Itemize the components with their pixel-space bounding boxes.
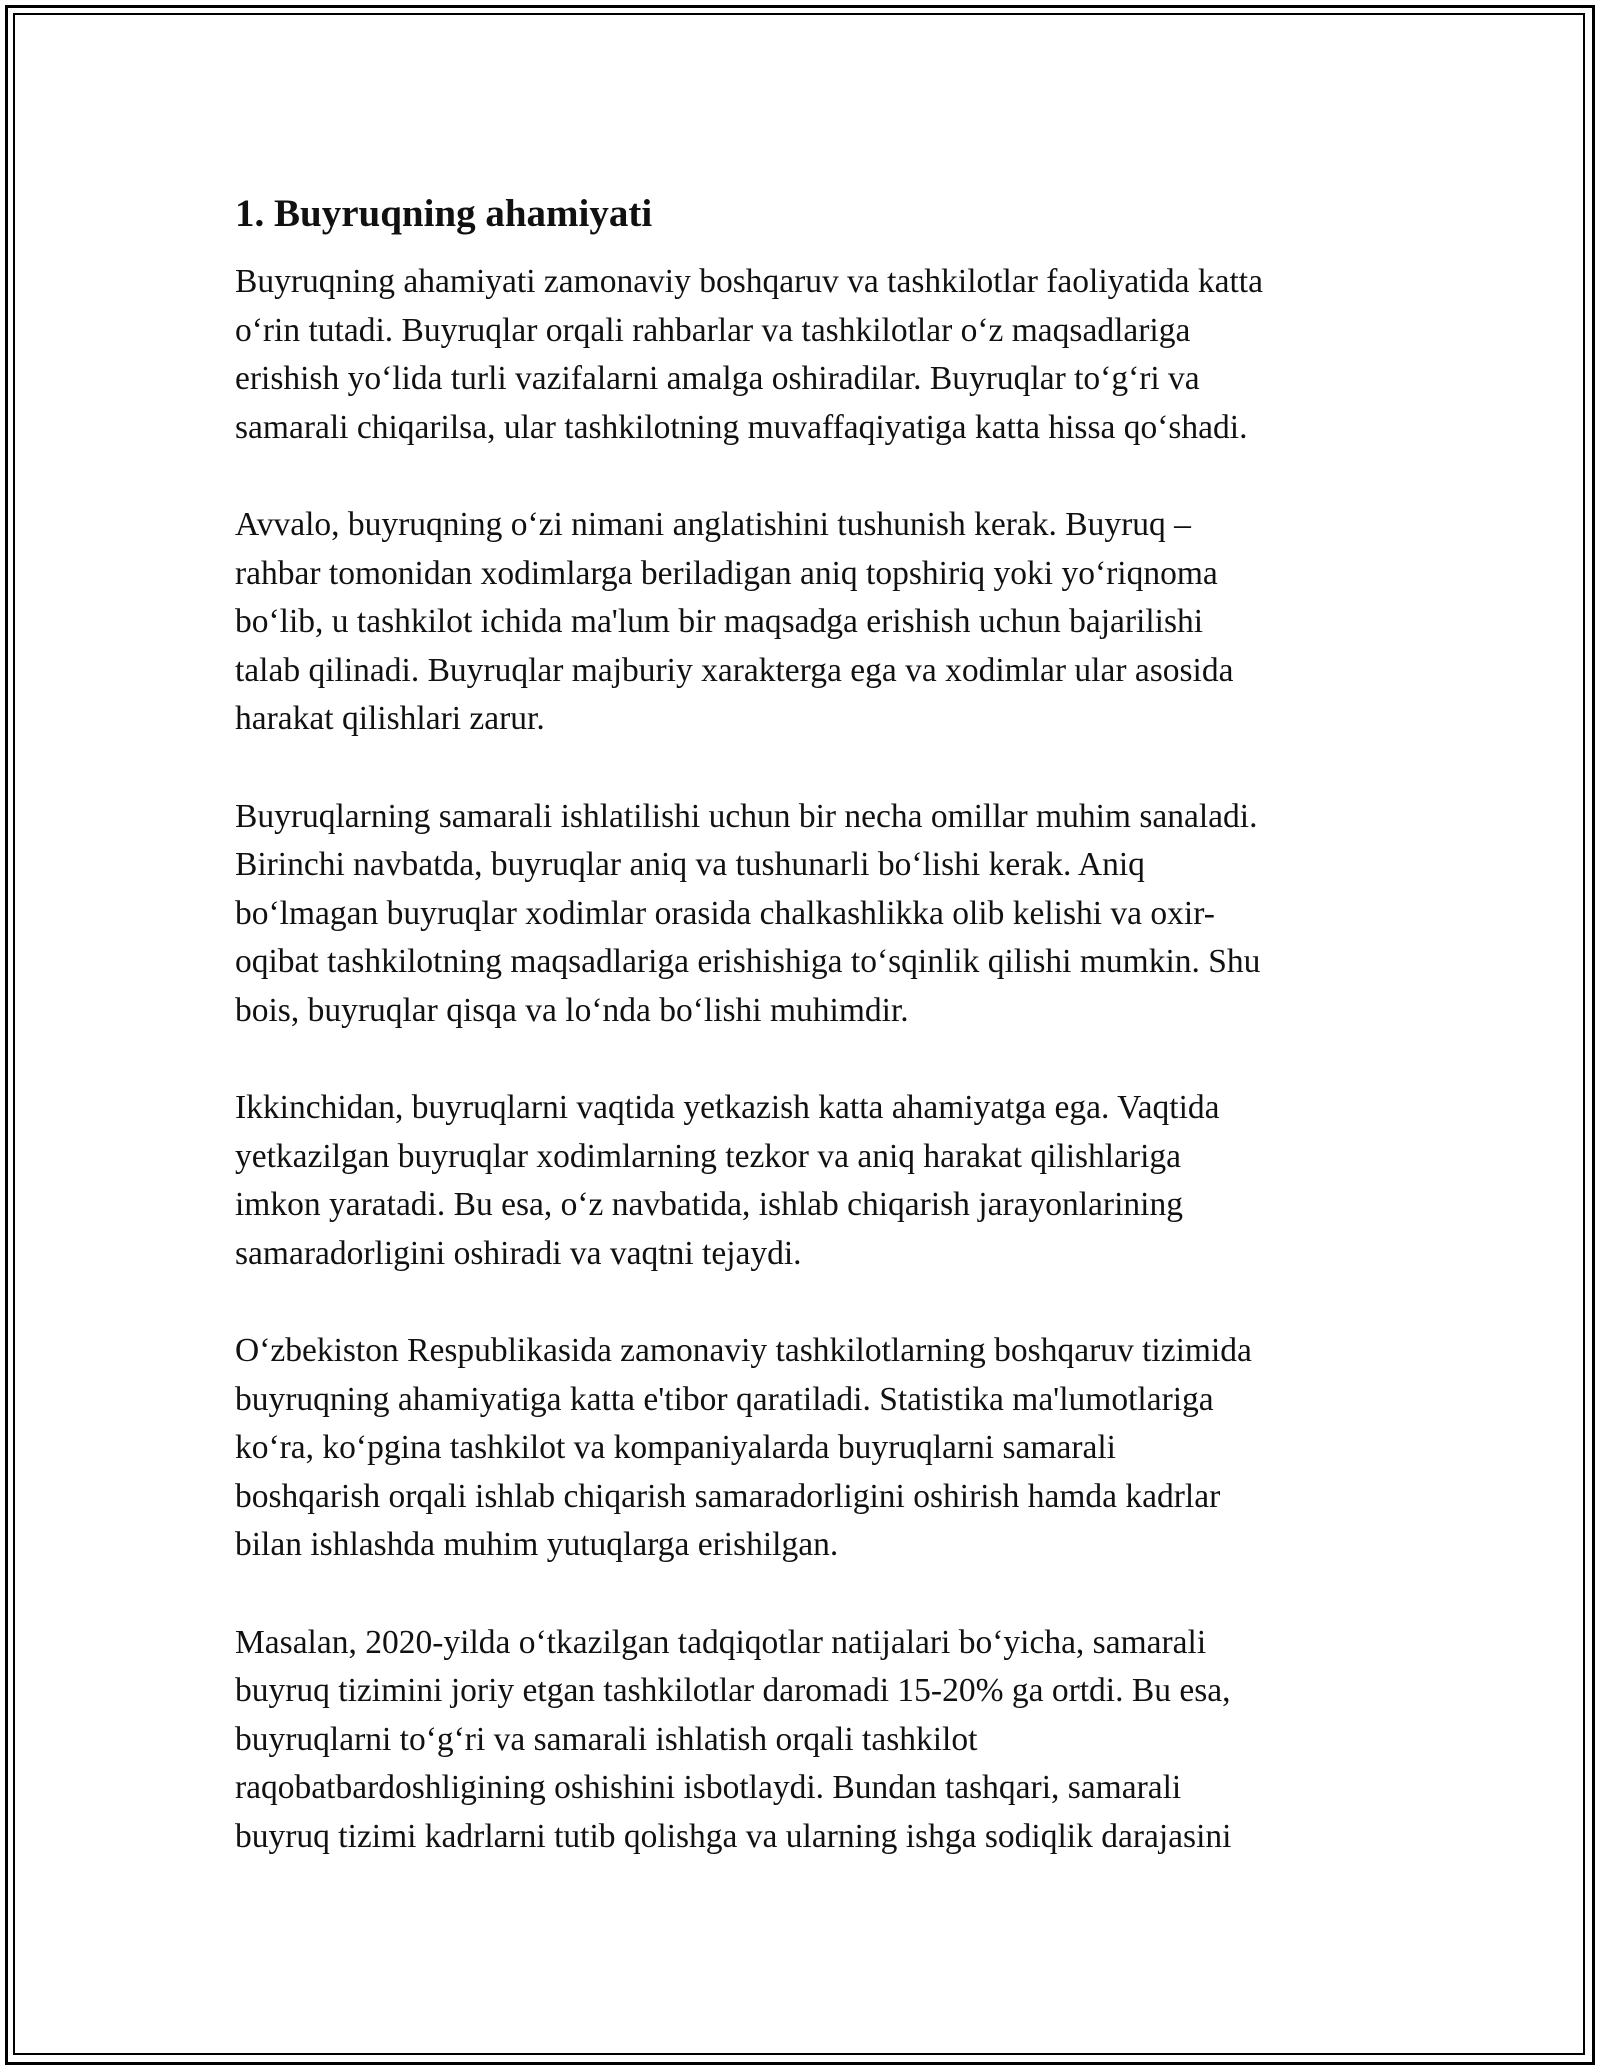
text-line: O‘zbekiston Respublikasida zamonaviy tashkilotlarning boshqaruv tizimida <box>235 1332 1252 1369</box>
paragraph-2 <box>235 501 1375 744</box>
text-line: Masalan, 2020-yilda o‘tkazilgan tadqiqotlar natijalari bo‘yicha, samarali <box>235 1623 1207 1661</box>
text-line: yetkazilgan buyruqlar xodimlarning tezkor va aniq harakat qilishlariga <box>235 1137 1182 1175</box>
text-line: oqibat tashkilotning maqsadlariga erishishiga to‘sqinlik qilishi mumkin. Shu <box>235 943 1261 980</box>
document-body <box>235 180 1375 1910</box>
text-line: raqobatbardoshligining oshishini isbotlaydi. Bundan tashqari, samarali <box>235 1769 1182 1806</box>
paragraph-6 <box>235 1619 1375 1862</box>
text-line: bilan ishlashda muhim yutuqlarga erishilgan. <box>235 1526 839 1563</box>
text-line: Birinchi navbatda, buyruqlar aniq va tushunarli bo‘lishi kerak. Aniq <box>235 846 1145 883</box>
text-line: samarali chiqarilsa, ular tashkilotning muvaffaqiyatiga katta hissa qo‘shadi. <box>235 408 1248 446</box>
text-line: samaradorligini oshiradi va vaqtni tejaydi. <box>235 1234 802 1272</box>
text-line: buyruqlarni to‘g‘ri va samarali ishlatish orqali tashkilot <box>235 1720 978 1758</box>
text-line: boshqarish orqali ishlab chiqarish samaradorligini oshirish hamda kadrlar <box>235 1477 1221 1515</box>
text-line: Buyruqning ahamiyati zamonaviy boshqaruv va tashkilotlar faoliyatida katta <box>235 263 1263 300</box>
text-line: imkon yaratadi. Bu esa, o‘z navbatida, ishlab chiqarish jarayonlarining <box>235 1186 1183 1223</box>
text-line: ko‘ra, ko‘pgina tashkilot va kompaniyalarda buyruqlarni samarali <box>235 1429 1116 1466</box>
text-line: bo‘lmagan buyruqlar xodimlar orasida chalkashlikka olib kelishi va oxir- <box>235 894 1215 932</box>
text-line: talab qilinadi. Buyruqlar majburiy xarakterga ega va xodimlar ular asosida <box>235 651 1234 689</box>
text-line: buyruq tizimini joriy etgan tashkilotlar daromadi 15-20% ga ortdi. Bu esa, <box>235 1672 1231 1709</box>
text-line: o‘rin tutadi. Buyruqlar orqali rahbarlar va tashkilotlar o‘z maqsadlariga <box>235 311 1191 349</box>
section-heading: 1. Buyruqning ahamiyati <box>235 192 653 235</box>
paragraph-5 <box>235 1327 1375 1570</box>
text-line: Buyruqlarning samarali ishlatilishi uchun bir necha omillar muhim sanaladi. <box>235 797 1258 835</box>
paragraph-4 <box>235 1084 1375 1278</box>
text-line: harakat qilishlari zarur. <box>235 700 545 737</box>
text-line: bois, buyruqlar qisqa va lo‘nda bo‘lishi muhimdir. <box>235 991 909 1029</box>
text-line: Avvalo, buyruqning o‘zi nimani anglatishini tushunish kerak. Buyruq – <box>235 506 1191 543</box>
paragraph-1 <box>235 258 1375 452</box>
text-line: erishish yo‘lida turli vazifalarni amalga oshiradilar. Buyruqlar to‘g‘ri va <box>235 360 1200 397</box>
text-line: rahbar tomonidan xodimlarga beriladigan aniq topshiriq yoki yo‘riqnoma <box>235 554 1218 592</box>
text-line: bo‘lib, u tashkilot ichida ma'lum bir maqsadga erishish uchun bajarilishi <box>235 603 1204 640</box>
text-line: buyruq tizimi kadrlarni tutib qolishga va ularning ishga sodiqlik darajasini <box>235 1817 1232 1855</box>
text-line: Ikkinchidan, buyruqlarni vaqtida yetkazish katta ahamiyatga ega. Vaqtida <box>235 1089 1220 1126</box>
text-line: buyruqning ahamiyatiga katta e'tibor qaratiladi. Statistika ma'lumotlariga <box>235 1380 1214 1418</box>
paragraph-3 <box>235 793 1375 1036</box>
